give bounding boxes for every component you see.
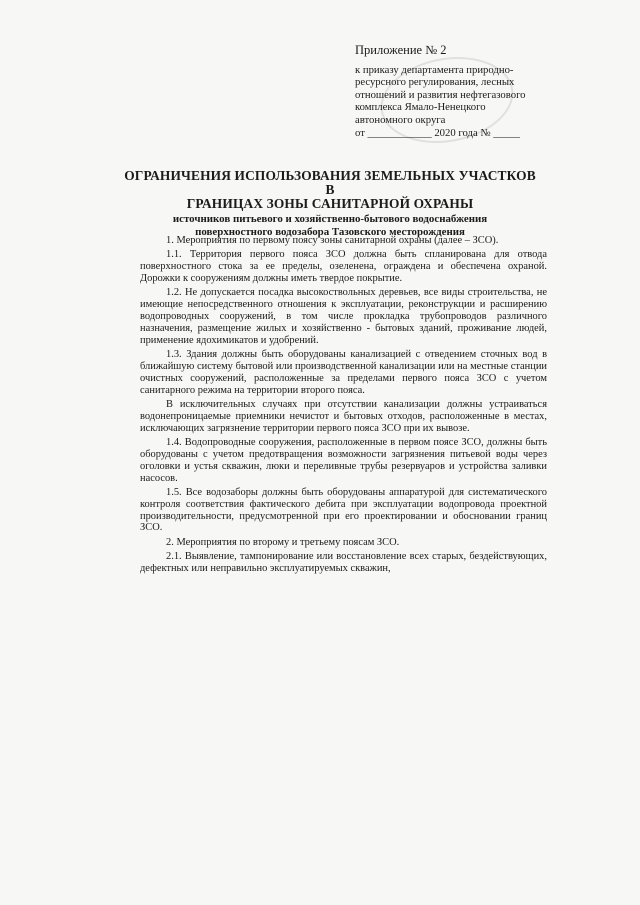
document-title [120,169,540,238]
document-body [140,235,547,577]
order-date-number-line: от ____________ 2020 года № _____ [355,126,520,139]
order-reference-line: ресурсного регулирования, лесных [355,76,515,89]
body-paragraph: 1.1. Территория первого пояса ЗСО должна быть спланирована для отвода поверхностного стока за ее пределы, озеленена, ограждена и обеспечена охраной. Дорожки к сооружениям должны иметь твердое покрытие. [140,249,547,284]
order-reference-line: отношений и развития нефтегазового [355,88,526,101]
subtitle-line: источников питьевого и хозяйственно-бытового водоснабжения [172,212,488,225]
appendix-header [355,44,595,139]
title-line: ГРАНИЦАХ ЗОНЫ САНИТАРНОЙ ОХРАНЫ [186,196,474,212]
body-paragraph: 1.2. Не допускается посадка высокоствольных деревьев, все виды строительства, не имеющие непосредственного отношения к эксплуатации, реконструкции и расширению водопроводных сооружений, в том числе прокладка трубопроводов различного назначения, размещение жилых и хозяйственно - бытовых зданий, проживание людей, применение ядохимикатов и удобрений. [140,287,547,346]
order-reference-line: комплекса Ямало-Ненецкого [355,101,486,114]
body-paragraph: 1.5. Все водозаборы должны быть оборудованы аппаратурой для систематического контроля соответствия фактического дебита при эксплуатации водопровода проектной производительности, предусмотренной при его проектировании и обосновании границ ЗСО. [140,486,547,534]
section-heading: 1. Мероприятия по первому поясу зоны санитарной охраны (далее – ЗСО). [166,235,499,246]
body-paragraph: В исключительных случаях при отсутствии канализации должны устраиваться водонепроницаемые приемники нечистот и бытовых отходов, расположенные в местах, исключающих загрязнение территории первого пояса ЗСО при их вывозе. [140,398,547,434]
order-reference-line: к приказу департамента природно- [355,63,514,76]
subtitle-line: поверхностного водозабора Тазовского месторождения [195,225,465,238]
title-line: ОГРАНИЧЕНИЯ ИСПОЛЬЗОВАНИЯ ЗЕМЕЛЬНЫХ УЧАСТКОВ В [124,168,536,198]
order-reference-line: автономного округа [355,113,446,126]
appendix-number: Приложение № 2 [355,43,447,57]
body-paragraph: 1.3. Здания должны быть оборудованы канализацией с отведением сточных вод в ближайшую систему бытовой или производственной канализации или на местные станции очистных сооружений, расположенные за пределами первого пояса ЗСО с учетом санитарного режима на территории второго пояса. [140,348,547,396]
body-paragraph: 1.4. Водопроводные сооружения, расположенные в первом поясе ЗСО, должны быть оборудованы с учетом предотвращения возможности загрязнения питьевой воды через оголовки и устья скважин, люки и переливные трубы резервуаров и устройства заливки насосов. [140,436,547,484]
section-heading: 2. Мероприятия по второму и третьему поясам ЗСО. [166,536,400,548]
body-paragraph: 2.1. Выявление, тампонирование или восстановление всех старых, бездействующих, дефектных или неправильно эксплуатируемых скважин, [140,550,547,574]
